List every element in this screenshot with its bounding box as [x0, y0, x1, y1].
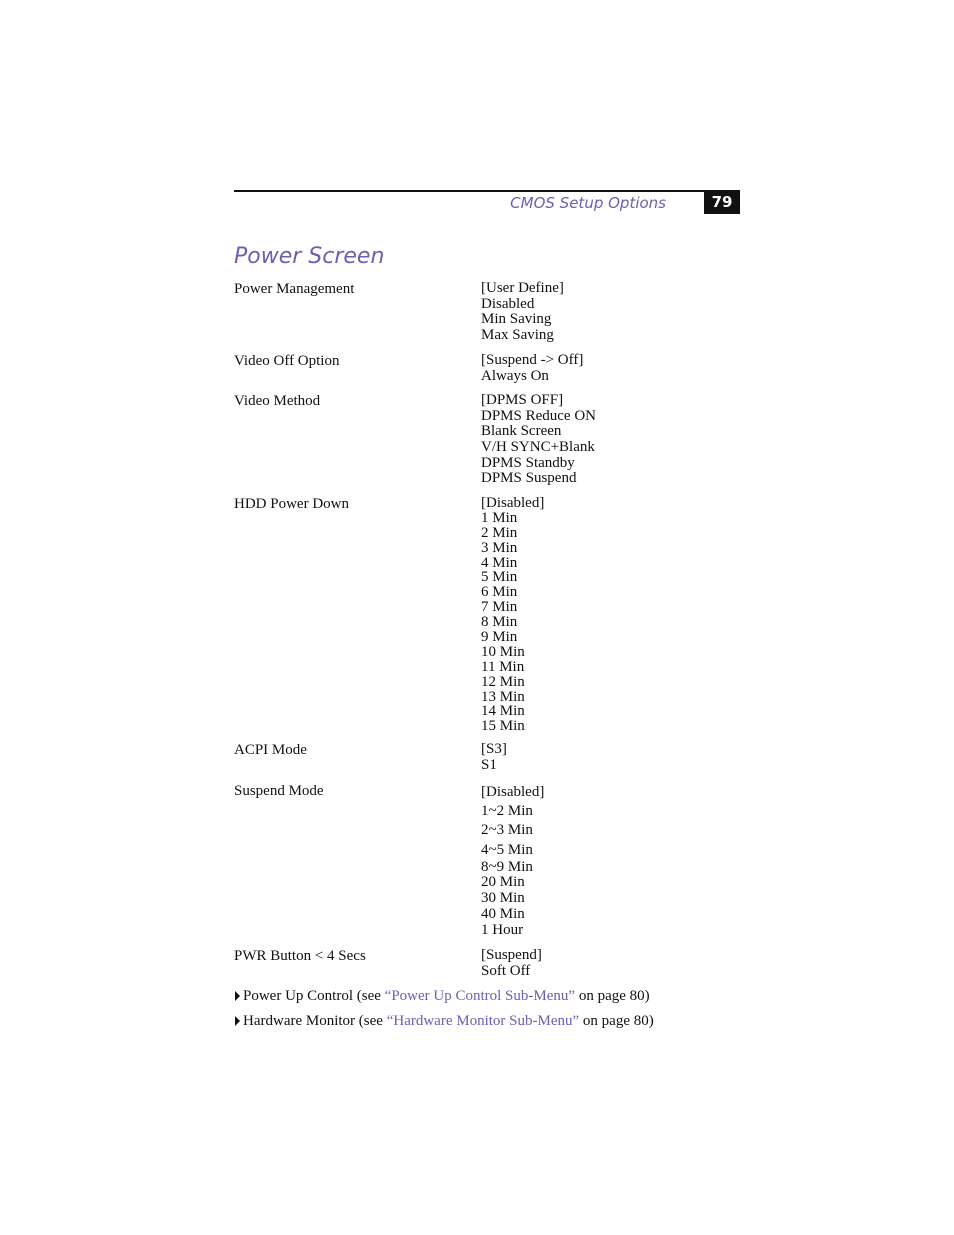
option-value: [Disabled]: [481, 495, 545, 511]
option-value: Disabled: [481, 295, 535, 312]
option-label-power-management: Power Management: [234, 281, 355, 297]
link-line-text: Hardware Monitor (see: [243, 1013, 387, 1029]
option-value: Always On: [481, 367, 549, 384]
option-value: Soft Off: [481, 962, 531, 979]
option-value: [Suspend]: [481, 947, 542, 963]
option-value: 14 Min: [481, 703, 525, 720]
option-value: 9 Min: [481, 629, 518, 646]
option-value: 4~5 Min: [481, 841, 533, 858]
arrow-right-icon: [235, 1016, 240, 1026]
arrow-right-icon: [235, 991, 240, 1001]
link-line-hardware-monitor: [235, 1013, 654, 1029]
option-label-hdd-power-down: HDD Power Down: [234, 496, 349, 512]
link-line-text: Power Up Control (see: [243, 988, 385, 1004]
option-value: 12 Min: [481, 673, 525, 690]
option-value: DPMS Reduce ON: [481, 407, 596, 424]
option-value: 3 Min: [481, 539, 518, 556]
power-up-control-link[interactable]: “Power Up Control Sub-Menu”: [384, 988, 576, 1004]
option-value: 2~3 Min: [481, 822, 533, 839]
option-value: V/H SYNC+Blank: [481, 439, 595, 456]
option-value: Max Saving: [481, 327, 554, 344]
option-value: DPMS Suspend: [481, 470, 577, 487]
option-value: 40 Min: [481, 905, 525, 922]
option-label-video-off: Video Off Option: [234, 353, 340, 369]
section-title: Power Screen: [234, 244, 385, 269]
option-values-power-management: [481, 281, 564, 344]
option-value: [Suspend -> Off]: [481, 352, 584, 368]
link-line-text: on page 80): [575, 988, 650, 1004]
option-value: 30 Min: [481, 890, 525, 907]
option-value: Min Saving: [481, 311, 552, 328]
hardware-monitor-link[interactable]: “Hardware Monitor Sub-Menu”: [386, 1013, 580, 1029]
header-rule: [234, 190, 740, 192]
option-values-suspend-mode: [481, 783, 544, 938]
option-value: 4 Min: [481, 554, 518, 571]
option-value: 8 Min: [481, 614, 518, 631]
option-value: 1 Min: [481, 509, 518, 526]
option-label-acpi-mode: ACPI Mode: [234, 742, 307, 758]
option-value: [DPMS OFF]: [481, 392, 564, 408]
link-line-text: on page 80): [579, 1013, 654, 1029]
option-value: 11 Min: [481, 658, 525, 675]
option-value: [User Define]: [481, 280, 564, 296]
running-head: CMOS Setup Options: [510, 194, 666, 212]
option-value: [S3]: [481, 741, 507, 757]
option-values-hdd-power-down: [481, 496, 544, 734]
option-value: 1 Hour: [481, 921, 524, 938]
option-label-pwr-button: PWR Button < 4 Secs: [234, 948, 366, 964]
option-value: Blank Screen: [481, 423, 562, 440]
option-label-video-method: Video Method: [234, 393, 321, 409]
option-values-video-off: [481, 353, 583, 384]
option-value: [Disabled]: [481, 784, 545, 800]
option-value: 6 Min: [481, 584, 518, 601]
link-line-power-up-control: [235, 988, 650, 1004]
page-number: 79: [704, 190, 740, 214]
option-label-suspend-mode: Suspend Mode: [234, 783, 324, 799]
option-values-pwr-button: [481, 948, 542, 979]
option-value: 13 Min: [481, 688, 525, 705]
option-value: 1~2 Min: [481, 803, 533, 820]
option-value: 7 Min: [481, 599, 518, 616]
option-value: DPMS Standby: [481, 454, 575, 471]
option-value: 5 Min: [481, 569, 518, 586]
option-values-acpi-mode: [481, 742, 507, 773]
option-value: 10 Min: [481, 643, 525, 660]
option-value: 8~9 Min: [481, 858, 533, 875]
option-value: 20 Min: [481, 874, 525, 891]
option-values-video-method: [481, 393, 596, 487]
option-value: 2 Min: [481, 524, 518, 541]
option-value: 15 Min: [481, 718, 525, 735]
option-value: S1: [481, 756, 497, 773]
